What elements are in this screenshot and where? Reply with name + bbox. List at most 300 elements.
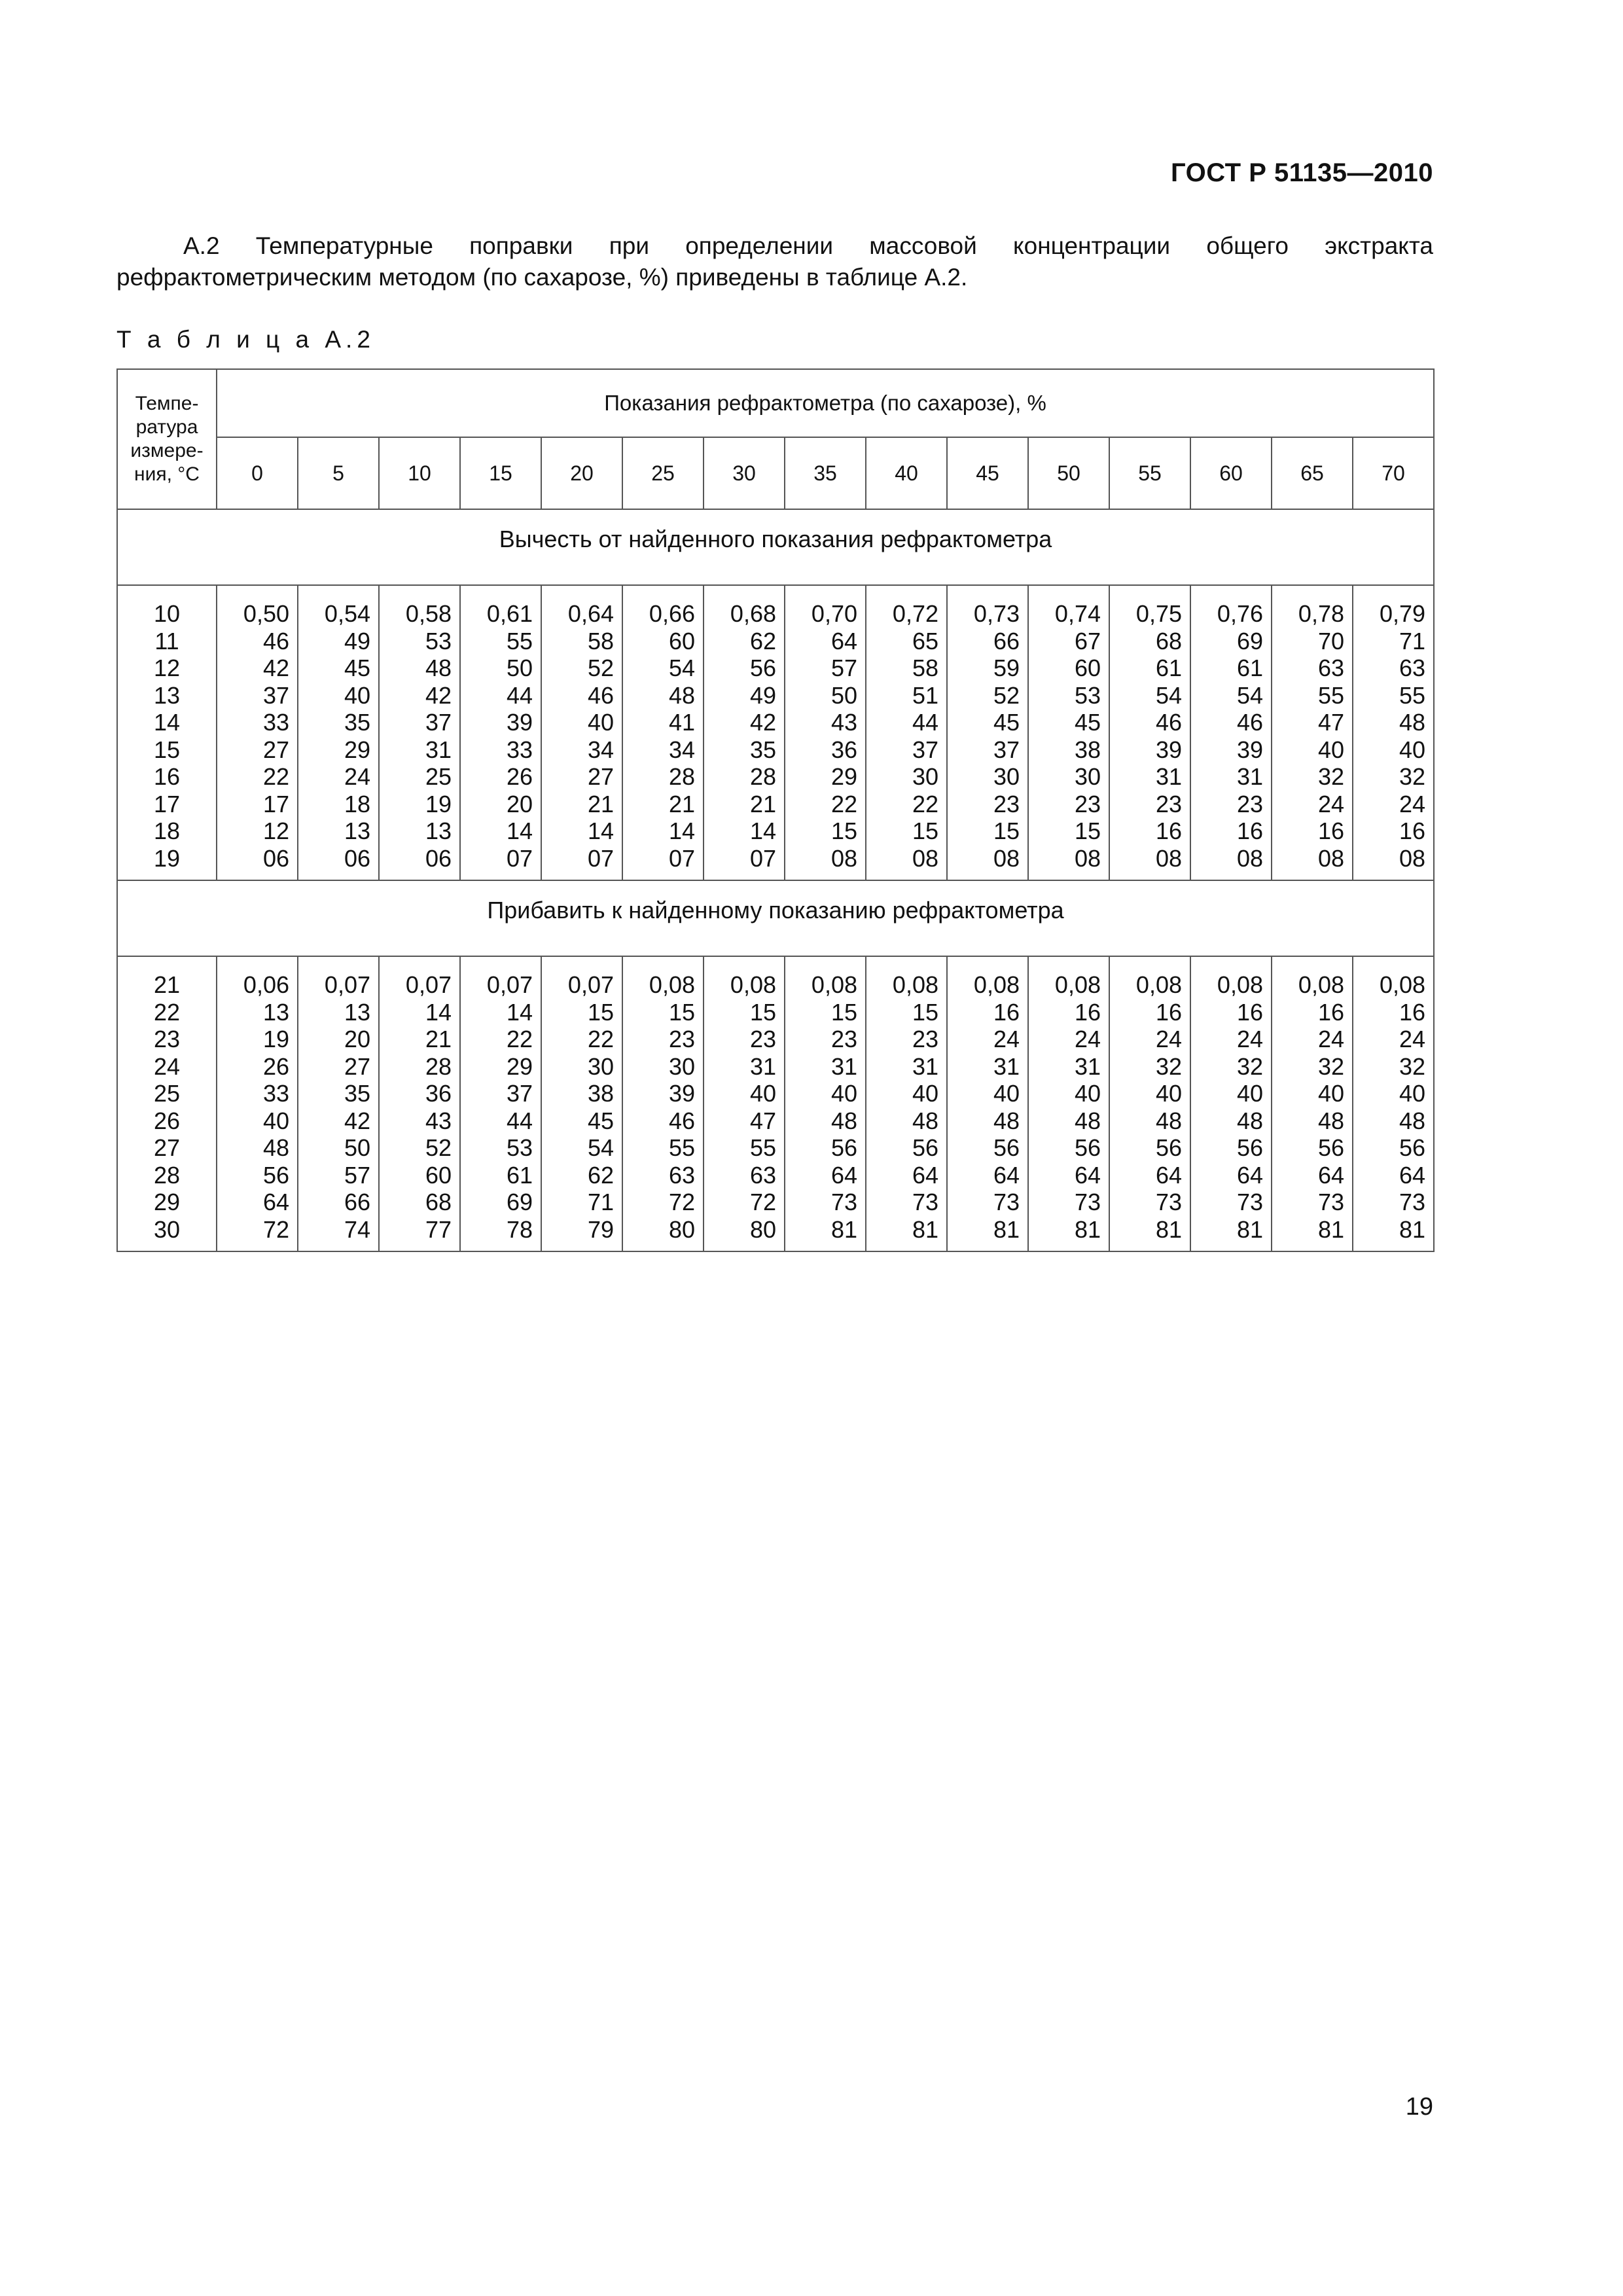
correction-value: 16: [1074, 998, 1101, 1026]
correction-value: 08: [830, 844, 857, 872]
correction-value: 0,64: [567, 600, 614, 627]
correction-value: 39: [506, 709, 533, 736]
correction-value: 14: [506, 817, 533, 844]
correction-value: 40: [1155, 1080, 1182, 1107]
correction-value: 45: [1074, 709, 1101, 736]
correction-value: 31: [912, 1052, 938, 1080]
correction-value: 0,73: [973, 600, 1020, 627]
correction-value: 81: [830, 1215, 857, 1243]
correction-value: 40: [587, 709, 614, 736]
correction-value: 30: [587, 1052, 614, 1080]
correction-value: 17: [262, 790, 289, 817]
correction-value: 66: [993, 627, 1020, 655]
correction-cell: [379, 585, 460, 880]
correction-value: 48: [993, 1107, 1020, 1134]
temperature-value: 19: [153, 844, 181, 872]
correction-value: 15: [912, 998, 938, 1026]
correction-value: 46: [1236, 709, 1263, 736]
correction-value: 56: [262, 1161, 289, 1189]
temperature-value: 27: [153, 1134, 181, 1161]
correction-value: 31: [749, 1052, 776, 1080]
correction-value: 0,70: [811, 600, 857, 627]
correction-value: 69: [506, 1189, 533, 1215]
correction-value: 24: [1317, 790, 1344, 817]
correction-cell: [1272, 956, 1353, 1251]
correction-value: 71: [1399, 627, 1426, 655]
correction-value: 15: [830, 817, 857, 844]
correction-value: 52: [993, 681, 1020, 709]
correction-value: 80: [749, 1215, 776, 1243]
correction-value: 27: [587, 763, 614, 790]
correction-value: 56: [1317, 1134, 1344, 1161]
correction-value: 80: [668, 1215, 695, 1243]
correction-value: 68: [1155, 627, 1182, 655]
correction-value: 24: [1236, 1026, 1263, 1052]
correction-value: 70: [1317, 627, 1344, 655]
correction-value: 48: [1317, 1107, 1344, 1134]
temperature-value: 12: [153, 655, 181, 681]
correction-value: 23: [993, 790, 1020, 817]
correction-value: 56: [1074, 1134, 1101, 1161]
correction-value: 32: [1399, 1052, 1426, 1080]
correction-value: 08: [1155, 844, 1182, 872]
correction-value: 23: [1236, 790, 1263, 817]
correction-value: 15: [993, 817, 1020, 844]
correction-value: 61: [1155, 655, 1182, 681]
column-header: 60: [1190, 437, 1272, 509]
column-header: 15: [460, 437, 541, 509]
correction-value: 47: [749, 1107, 776, 1134]
correction-value: 53: [425, 627, 452, 655]
correction-value: 46: [1155, 709, 1182, 736]
correction-value: 40: [1317, 1080, 1344, 1107]
correction-value: 73: [912, 1189, 938, 1215]
column-header: 55: [1109, 437, 1190, 509]
correction-value: 0,74: [1054, 600, 1101, 627]
correction-value: 45: [587, 1107, 614, 1134]
correction-value: 72: [749, 1189, 776, 1215]
correction-value: 38: [1074, 736, 1101, 763]
correction-cell: [785, 956, 866, 1251]
column-header: 5: [298, 437, 379, 509]
temperature-value: 14: [153, 709, 181, 736]
correction-value: 16: [1236, 998, 1263, 1026]
correction-value: 67: [1074, 627, 1101, 655]
correction-value: 40: [993, 1080, 1020, 1107]
correction-value: 0,08: [649, 971, 695, 998]
correction-value: 79: [587, 1215, 614, 1243]
correction-value: 08: [1236, 844, 1263, 872]
correction-value: 0,08: [730, 971, 776, 998]
correction-value: 81: [1399, 1215, 1426, 1243]
correction-value: 24: [344, 763, 370, 790]
correction-value: 72: [668, 1189, 695, 1215]
correction-value: 13: [344, 998, 370, 1026]
correction-value: 19: [425, 790, 452, 817]
section-title-row: [117, 509, 1434, 585]
correction-cell: [866, 956, 947, 1251]
correction-value: 0,08: [1054, 971, 1101, 998]
correction-value: 0,66: [649, 600, 695, 627]
correction-value: 15: [912, 817, 938, 844]
correction-value: 71: [587, 1189, 614, 1215]
document-id: ГОСТ Р 51135—2010: [1171, 158, 1433, 187]
correction-value: 13: [262, 998, 289, 1026]
column-header: 20: [541, 437, 622, 509]
correction-value: 63: [749, 1161, 776, 1189]
correction-value: 35: [749, 736, 776, 763]
correction-value: 53: [506, 1134, 533, 1161]
column-header: 50: [1028, 437, 1109, 509]
correction-value: 73: [1236, 1189, 1263, 1215]
correction-value: 69: [1236, 627, 1263, 655]
correction-value: 27: [344, 1052, 370, 1080]
correction-value: 16: [1317, 998, 1344, 1026]
temperature-value: 18: [153, 817, 181, 844]
correction-value: 22: [262, 763, 289, 790]
column-header: 70: [1353, 437, 1434, 509]
correction-value: 46: [587, 681, 614, 709]
correction-value: 0,61: [486, 600, 533, 627]
correction-value: 73: [1155, 1189, 1182, 1215]
temperature-value: 17: [153, 790, 181, 817]
correction-value: 38: [587, 1080, 614, 1107]
correction-value: 22: [506, 1026, 533, 1052]
correction-value: 22: [912, 790, 938, 817]
correction-value: 24: [993, 1026, 1020, 1052]
correction-value: 35: [344, 1080, 370, 1107]
correction-value: 39: [1155, 736, 1182, 763]
correction-value: 81: [1074, 1215, 1101, 1243]
correction-value: 81: [1155, 1215, 1182, 1243]
correction-value: 74: [344, 1215, 370, 1243]
correction-value: 52: [425, 1134, 452, 1161]
correction-cell: [947, 585, 1028, 880]
correction-cell: [622, 956, 704, 1251]
correction-value: 78: [506, 1215, 533, 1243]
correction-value: 24: [1399, 1026, 1426, 1052]
temperature-value: 29: [153, 1189, 181, 1215]
correction-value: 52: [587, 655, 614, 681]
correction-value: 57: [344, 1161, 370, 1189]
temperature-value: 30: [153, 1215, 181, 1243]
column-header: 35: [785, 437, 866, 509]
correction-value: 60: [668, 627, 695, 655]
correction-value: 23: [749, 1026, 776, 1052]
correction-value: 07: [749, 844, 776, 872]
correction-value: 31: [830, 1052, 857, 1080]
correction-value: 16: [1317, 817, 1344, 844]
temperature-value: 23: [153, 1026, 181, 1052]
temperature-value: 26: [153, 1107, 181, 1134]
correction-value: 62: [587, 1161, 614, 1189]
correction-value: 77: [425, 1215, 452, 1243]
temperature-correction-table: [116, 368, 1435, 1252]
correction-value: 48: [1236, 1107, 1263, 1134]
correction-value: 30: [912, 763, 938, 790]
correction-value: 55: [749, 1134, 776, 1161]
correction-value: 56: [749, 655, 776, 681]
correction-value: 47: [1317, 709, 1344, 736]
correction-value: 54: [1236, 681, 1263, 709]
correction-value: 63: [668, 1161, 695, 1189]
correction-value: 07: [587, 844, 614, 872]
correction-cell: [541, 956, 622, 1251]
correction-value: 48: [1399, 709, 1426, 736]
correction-value: 64: [1155, 1161, 1182, 1189]
correction-value: 34: [587, 736, 614, 763]
correction-cell: [460, 585, 541, 880]
correction-value: 23: [1074, 790, 1101, 817]
correction-value: 14: [749, 817, 776, 844]
correction-value: 31: [1074, 1052, 1101, 1080]
correction-value: 64: [1074, 1161, 1101, 1189]
correction-value: 19: [262, 1026, 289, 1052]
correction-value: 27: [262, 736, 289, 763]
table-caption: Т а б л и ц а А.2: [116, 326, 375, 353]
correction-value: 36: [830, 736, 857, 763]
correction-value: 56: [912, 1134, 938, 1161]
correction-value: 31: [425, 736, 452, 763]
correction-value: 56: [830, 1134, 857, 1161]
correction-value: 54: [668, 655, 695, 681]
temperature-value: 22: [153, 998, 181, 1026]
correction-value: 30: [993, 763, 1020, 790]
correction-value: 13: [425, 817, 452, 844]
correction-value: 15: [1074, 817, 1101, 844]
correction-value: 48: [1155, 1107, 1182, 1134]
correction-value: 50: [830, 681, 857, 709]
correction-value: 40: [1399, 1080, 1426, 1107]
correction-value: 42: [749, 709, 776, 736]
correction-value: 0,08: [1217, 971, 1263, 998]
correction-value: 16: [1399, 998, 1426, 1026]
correction-value: 30: [1074, 763, 1101, 790]
correction-value: 73: [993, 1189, 1020, 1215]
temperature-value: 16: [153, 763, 181, 790]
correction-cell: [541, 585, 622, 880]
correction-value: 28: [425, 1052, 452, 1080]
correction-value: 33: [262, 709, 289, 736]
correction-value: 65: [912, 627, 938, 655]
correction-value: 24: [1399, 790, 1426, 817]
temperature-value: 24: [153, 1052, 181, 1080]
correction-value: 48: [1399, 1107, 1426, 1134]
correction-value: 42: [425, 681, 452, 709]
correction-value: 26: [262, 1052, 289, 1080]
correction-value: 62: [749, 627, 776, 655]
correction-value: 64: [1236, 1161, 1263, 1189]
correction-value: 32: [1317, 1052, 1344, 1080]
correction-cell: [704, 585, 785, 880]
correction-value: 24: [1074, 1026, 1101, 1052]
correction-value: 08: [1074, 844, 1101, 872]
correction-value: 48: [1074, 1107, 1101, 1134]
correction-value: 37: [262, 681, 289, 709]
correction-cell: [1028, 585, 1109, 880]
correction-value: 08: [912, 844, 938, 872]
correction-value: 0,75: [1135, 600, 1182, 627]
correction-value: 61: [506, 1161, 533, 1189]
correction-cell: [866, 585, 947, 880]
correction-value: 15: [830, 998, 857, 1026]
correction-value: 21: [749, 790, 776, 817]
correction-value: 40: [912, 1080, 938, 1107]
correction-value: 45: [344, 655, 370, 681]
correction-value: 42: [262, 655, 289, 681]
correction-value: 31: [993, 1052, 1020, 1080]
correction-cell: [1353, 585, 1434, 880]
correction-value: 58: [587, 627, 614, 655]
correction-value: 15: [587, 998, 614, 1026]
column-header: 30: [704, 437, 785, 509]
correction-cell: [1028, 956, 1109, 1251]
correction-value: 81: [1236, 1215, 1263, 1243]
correction-value: 59: [993, 655, 1020, 681]
correction-value: 0,50: [243, 600, 289, 627]
correction-value: 16: [993, 998, 1020, 1026]
temperature-value: 25: [153, 1080, 181, 1107]
correction-cell: [785, 585, 866, 880]
correction-value: 40: [1317, 736, 1344, 763]
correction-value: 07: [668, 844, 695, 872]
correction-value: 32: [1236, 1052, 1263, 1080]
correction-value: 60: [1074, 655, 1101, 681]
correction-cell: [622, 585, 704, 880]
correction-value: 64: [993, 1161, 1020, 1189]
correction-value: 15: [668, 998, 695, 1026]
correction-value: 49: [749, 681, 776, 709]
correction-value: 33: [506, 736, 533, 763]
correction-value: 51: [912, 681, 938, 709]
correction-value: 24: [1317, 1026, 1344, 1052]
correction-value: 81: [993, 1215, 1020, 1243]
correction-value: 13: [344, 817, 370, 844]
correction-value: 61: [1236, 655, 1263, 681]
correction-value: 48: [425, 655, 452, 681]
correction-value: 55: [506, 627, 533, 655]
correction-value: 57: [830, 655, 857, 681]
correction-value: 54: [587, 1134, 614, 1161]
correction-value: 18: [344, 790, 370, 817]
correction-value: 48: [830, 1107, 857, 1134]
column-header-row: [117, 437, 1434, 509]
correction-value: 29: [506, 1052, 533, 1080]
correction-value: 20: [506, 790, 533, 817]
correction-cell: [217, 585, 298, 880]
section-data-row: [117, 956, 1434, 1251]
correction-value: 56: [993, 1134, 1020, 1161]
column-header: 40: [866, 437, 947, 509]
correction-cell: [217, 956, 298, 1251]
correction-cell: [298, 585, 379, 880]
correction-value: 06: [262, 844, 289, 872]
correction-cell: [1190, 956, 1272, 1251]
correction-value: 43: [830, 709, 857, 736]
correction-value: 81: [1317, 1215, 1344, 1243]
section-title-row: [117, 880, 1434, 956]
correction-value: 64: [1399, 1161, 1426, 1189]
correction-value: 0,07: [405, 971, 452, 998]
correction-value: 0,08: [1135, 971, 1182, 998]
correction-value: 73: [1074, 1189, 1101, 1215]
correction-value: 40: [749, 1080, 776, 1107]
correction-value: 06: [344, 844, 370, 872]
correction-value: 40: [262, 1107, 289, 1134]
correction-value: 63: [1399, 655, 1426, 681]
correction-value: 48: [262, 1134, 289, 1161]
correction-value: 64: [912, 1161, 938, 1189]
correction-value: 25: [425, 763, 452, 790]
correction-value: 50: [344, 1134, 370, 1161]
correction-value: 56: [1236, 1134, 1263, 1161]
column-header: 65: [1272, 437, 1353, 509]
temperature-value: 10: [153, 600, 181, 627]
correction-value: 40: [830, 1080, 857, 1107]
correction-value: 08: [993, 844, 1020, 872]
correction-cell: [460, 956, 541, 1251]
correction-value: 21: [425, 1026, 452, 1052]
correction-value: 34: [668, 736, 695, 763]
correction-value: 42: [344, 1107, 370, 1134]
correction-value: 37: [425, 709, 452, 736]
correction-value: 0,68: [730, 600, 776, 627]
correction-value: 14: [425, 998, 452, 1026]
correction-value: 44: [506, 681, 533, 709]
correction-value: 45: [993, 709, 1020, 736]
correction-value: 73: [1317, 1189, 1344, 1215]
correction-value: 21: [668, 790, 695, 817]
correction-value: 54: [1155, 681, 1182, 709]
correction-value: 23: [830, 1026, 857, 1052]
correction-value: 50: [506, 655, 533, 681]
correction-cell: [704, 956, 785, 1251]
correction-value: 28: [749, 763, 776, 790]
correction-value: 31: [1236, 763, 1263, 790]
correction-value: 46: [262, 627, 289, 655]
correction-value: 46: [668, 1107, 695, 1134]
correction-value: 29: [344, 736, 370, 763]
correction-value: 60: [425, 1161, 452, 1189]
correction-value: 81: [912, 1215, 938, 1243]
correction-value: 48: [668, 681, 695, 709]
correction-value: 20: [344, 1026, 370, 1052]
correction-value: 64: [1317, 1161, 1344, 1189]
correction-value: 22: [830, 790, 857, 817]
correction-value: 40: [1236, 1080, 1263, 1107]
correction-value: 0,08: [1379, 971, 1426, 998]
correction-value: 64: [262, 1189, 289, 1215]
correction-value: 44: [506, 1107, 533, 1134]
correction-value: 39: [1236, 736, 1263, 763]
correction-value: 14: [587, 817, 614, 844]
correction-value: 30: [668, 1052, 695, 1080]
temperature-value: 11: [154, 627, 179, 655]
column-header: 10: [379, 437, 460, 509]
correction-value: 58: [912, 655, 938, 681]
correction-cell: [1353, 956, 1434, 1251]
correction-value: 0,72: [892, 600, 938, 627]
correction-value: 55: [1317, 681, 1344, 709]
page-number: 19: [1405, 2093, 1433, 2121]
correction-value: 08: [1317, 844, 1344, 872]
temperature-value: 13: [153, 681, 181, 709]
correction-value: 08: [1399, 844, 1426, 872]
temperature-value: 15: [153, 736, 181, 763]
correction-value: 0,76: [1217, 600, 1263, 627]
correction-value: 0,08: [973, 971, 1020, 998]
correction-value: 37: [506, 1080, 533, 1107]
